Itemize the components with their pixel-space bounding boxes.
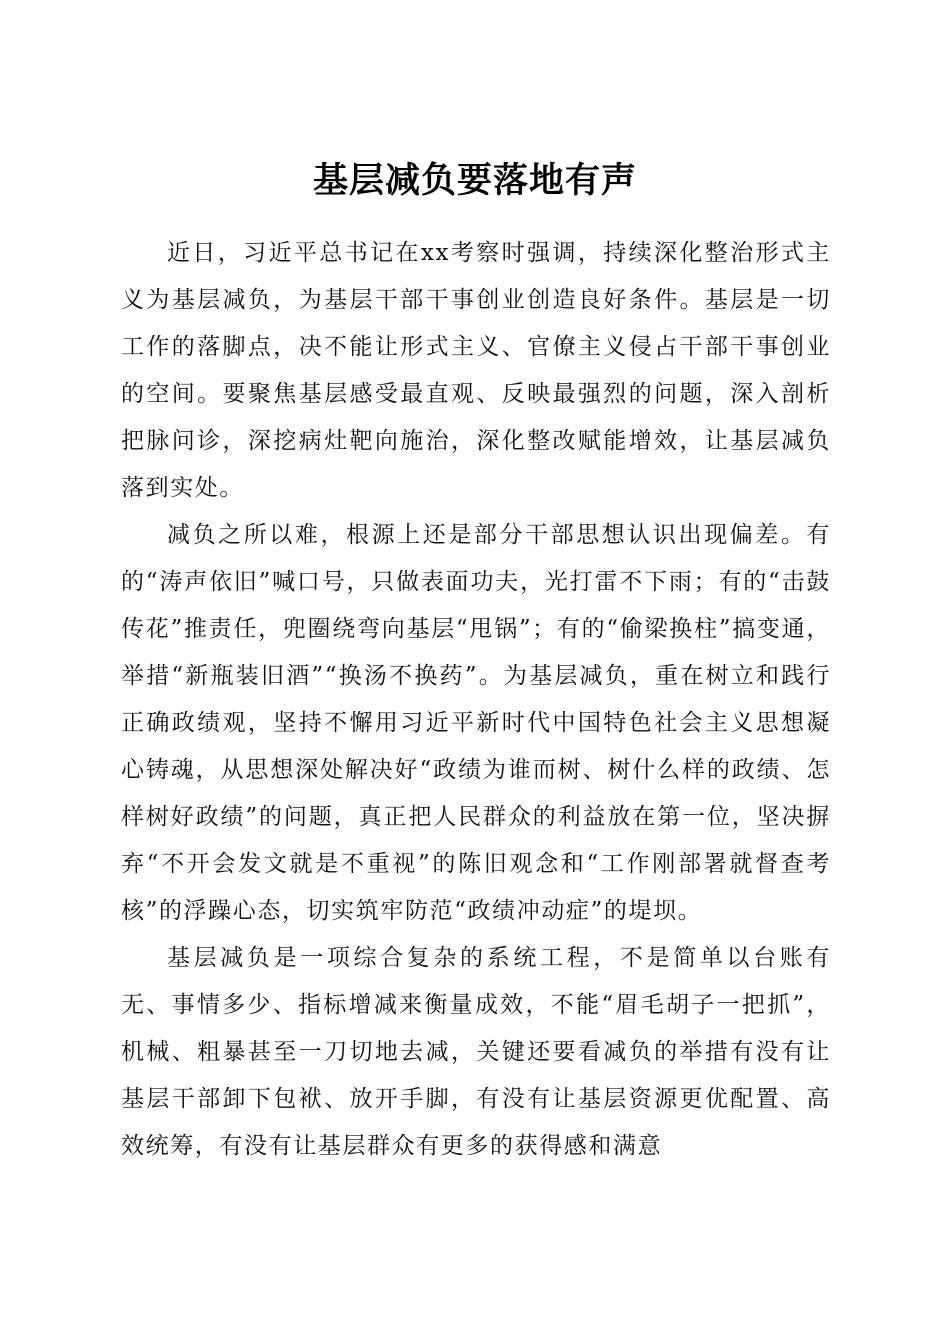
document-body (121, 230, 831, 1170)
paragraph-3: 基层减负是一项综合复杂的系统工程，不是简单以台账有无、事情多少、指标增减来衡量成效，不能“眉毛胡子一把抓”，机械、粗暴甚至一刀切地去减，关键还要看减负的举措有没有让基层干部卸下包袱、放开手脚，有没有让基层资源更优配置、高效统筹，有没有让基层群众有更多的获得感和满意 (121, 945, 831, 1159)
paragraph-1: 近日，习近平总书记在xx考察时强调，持续深化整治形式主义为基层减负，为基层干部干事创业创造良好条件。基层是一切工作的落脚点，决不能让形式主义、官僚主义侵占干部干事创业的空间。要聚焦基层感受最直观、反映最强烈的问题，深入剖析把脉问诊，深挖病灶靶向施治，深化整改赋能增效，让基层减负落到实处。 (121, 240, 831, 501)
paragraph-2: 减负之所以难，根源上还是部分干部思想认识出现偏差。有的“涛声依旧”喊口号，只做表面功夫，光打雷不下雨；有的“击鼓传花”推责任，兜圈绕弯向基层“甩锅”；有的“偷梁换柱”搞变通，举措“新瓶装旧酒”“换汤不换药”。为基层减负，重在树立和践行正确政绩观，坚持不懈用习近平新时代中国特色社会主义思想凝心铸魂，从思想深处解决好“政绩为谁而树、树什么样的政绩、怎样树好政绩”的问题，真正把人民群众的利益放在第一位，坚决摒弃“不开会发文就是不重视”的陈旧观念和“工作刚部署就督查考核”的浮躁心态，切实筑牢防范“政绩冲动症”的堤坝。 (121, 522, 831, 924)
document-title: 基层减负要落地有声 (312, 160, 637, 202)
